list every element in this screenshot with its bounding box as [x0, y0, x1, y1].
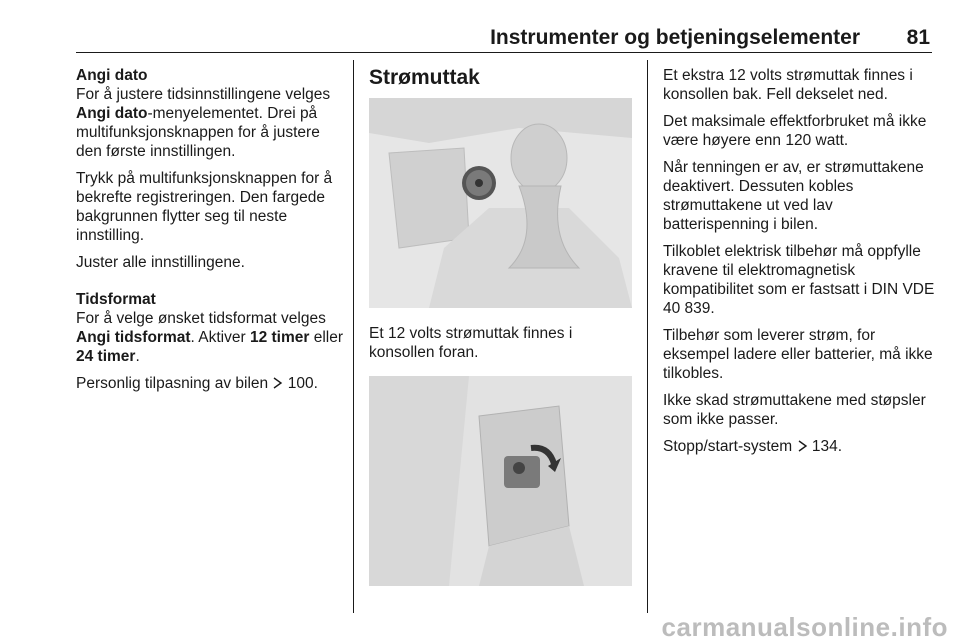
paragraph-angi-dato-1: [76, 85, 348, 161]
header-rule: [76, 52, 932, 53]
text: -menyelementet. Drei på multifunksjonsknappen for å justere den første innstillingen.: [76, 105, 320, 160]
page-number: 81: [906, 26, 930, 49]
column-divider-1: [353, 60, 354, 613]
column-2: [369, 66, 632, 602]
figure-caption-front: Et 12 volts strømuttak finnes i konsollen foran.: [369, 325, 573, 361]
watermark: carmanualsonline.info: [661, 612, 948, 642]
text: . Aktiver: [190, 329, 250, 346]
paragraph-no-damage: Ikke skad strømuttakene med støpsler som ikke passer.: [663, 392, 926, 428]
page-reference-arrow-icon: [272, 377, 283, 389]
text: Personlig tilpasning av bilen: [76, 375, 273, 392]
paragraph-tidsformat-1: [76, 309, 348, 366]
menu-term-angi-tidsformat: Angi tidsformat: [76, 329, 191, 346]
page-header-title: Instrumenter og betjeningselementer: [490, 26, 860, 49]
page-reference[interactable]: 100.: [287, 375, 318, 392]
subheading-angi-dato: Angi dato: [76, 67, 148, 84]
page-reference[interactable]: 134.: [811, 438, 842, 455]
column-3: [663, 66, 935, 464]
column-1: [76, 66, 348, 401]
text: eller: [309, 329, 344, 346]
rear-power-outlet-illustration: [369, 376, 632, 586]
paragraph-tidsformat-2: [76, 374, 348, 393]
menu-term-angi-dato: Angi dato: [76, 105, 148, 122]
paragraph-no-chargers: Tilbehør som leverer strøm, for eksempel ladere eller batterier, må ikke tilkobles.: [663, 327, 933, 382]
option-24-timer: 24 timer: [76, 348, 136, 365]
paragraph-angi-dato-2: Trykk på multifunksjonsknappen for å bekrefte registreringen. Den fargede bakgrunnen flytter seg til neste innstilling.: [76, 170, 333, 244]
section-title-stromuttak: Strømuttak: [369, 66, 480, 89]
text: For å justere tidsinnstillingene velges: [76, 86, 331, 103]
text: .: [135, 348, 140, 365]
page-reference-arrow-icon: [797, 440, 808, 452]
paragraph-angi-dato-3: Juster alle innstillingene.: [76, 254, 245, 271]
paragraph-ignition-off: Når tenningen er av, er strømuttakene deaktivert. Dessuten kobles strømuttakene ut ved lav batterispenning i bilen.: [663, 159, 924, 233]
text: Stopp/start-system: [663, 438, 797, 455]
paragraph-max-power: Det maksimale effektforbruket må ikke være høyere enn 120 watt.: [663, 113, 927, 149]
option-12-timer: 12 timer: [249, 329, 310, 346]
paragraph-stop-start-ref: [663, 437, 935, 456]
front-power-outlet-illustration: [369, 98, 632, 308]
paragraph-rear-outlet: Et ekstra 12 volts strømuttak finnes i konsollen bak. Fell dekselet ned.: [663, 67, 913, 103]
text: For å velge ønsket tidsformat velges: [76, 310, 326, 327]
paragraph-emc: Tilkoblet elektrisk tilbehør må oppfylle kravene til elektromagnetisk kompatibilitet som er fastsatt i DIN VDE 40 839.: [663, 243, 935, 317]
subheading-tidsformat: Tidsformat: [76, 291, 156, 308]
column-divider-2: [647, 60, 648, 613]
